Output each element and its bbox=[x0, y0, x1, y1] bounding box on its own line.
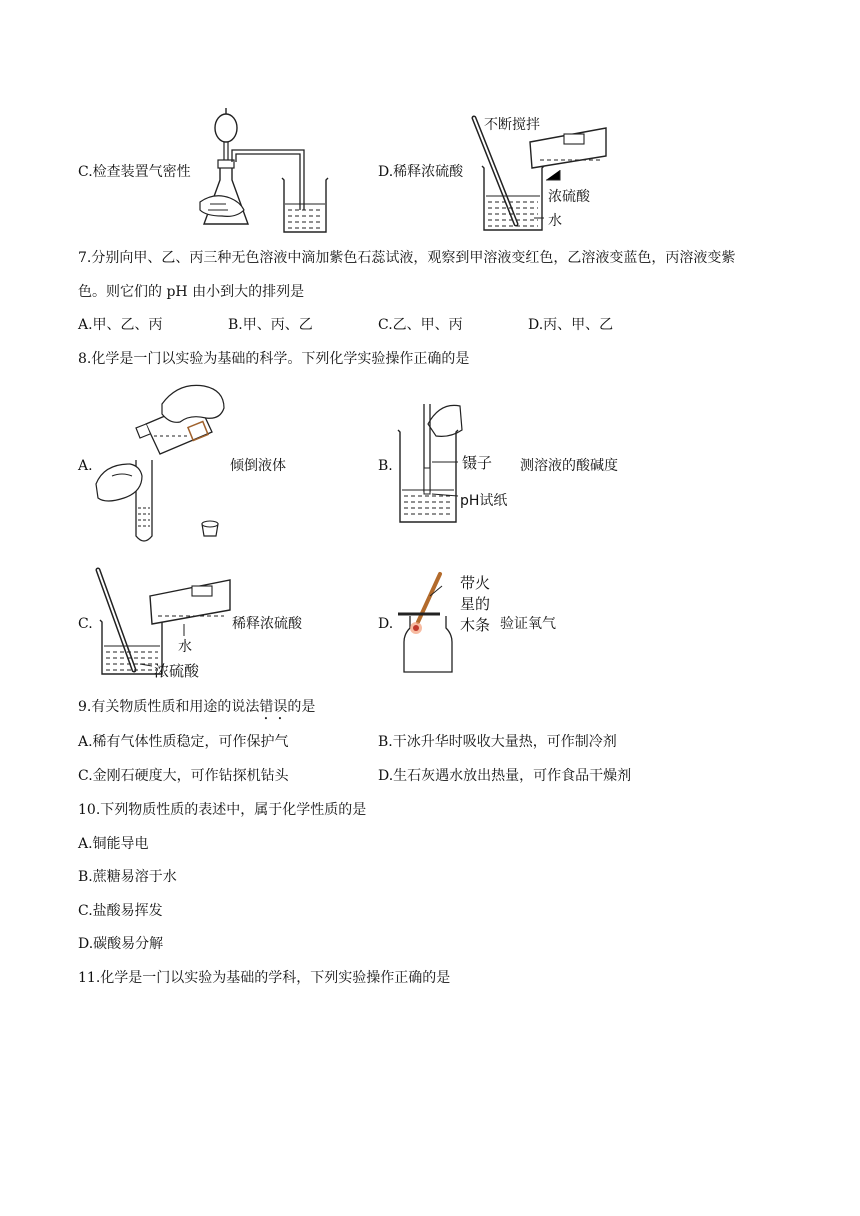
q10-stem: 10.下列物质性质的表述中，属于化学性质的是 bbox=[78, 802, 367, 818]
q10-option-a: A.铜能导电 bbox=[78, 836, 149, 852]
q8-option-d-caption: 验证氧气 bbox=[500, 616, 556, 632]
q8-option-b-letter: B. bbox=[378, 458, 393, 474]
q8-oxygen-test-figure bbox=[396, 566, 458, 676]
q7-option-c: C.乙、甲、丙 bbox=[378, 317, 463, 333]
q9-option-b: B.干冰升华时吸收大量热，可作制冷剂 bbox=[378, 734, 617, 750]
q8-label-ph-paper: pH试纸 bbox=[460, 493, 508, 509]
q7-stem-line2: 色。则它们的 pH 由小到大的排列是 bbox=[78, 284, 305, 300]
q7-option-d: D.丙、甲、乙 bbox=[528, 317, 614, 333]
q7-stem-line1: 7.分别向甲、乙、丙三种无色溶液中滴加紫色石蕊试液，观察到甲溶液变红色，乙溶液变蓝色，丙溶液变紫 bbox=[78, 250, 736, 266]
q8-option-a-caption: 倾倒液体 bbox=[230, 458, 286, 474]
q10-option-c: C.盐酸易挥发 bbox=[78, 903, 163, 919]
q8-stem: 8.化学是一门以实验为基础的科学。下列化学实验操作正确的是 bbox=[78, 351, 470, 367]
q11-stem: 11.化学是一门以实验为基础的学科，下列实验操作正确的是 bbox=[78, 970, 451, 986]
q6-label-acid: 浓硫酸 bbox=[548, 189, 590, 205]
q7-option-a: A.甲、乙、丙 bbox=[78, 317, 163, 333]
q9-stem-post: 的是 bbox=[287, 699, 316, 715]
q8-option-a-letter: A. bbox=[78, 458, 93, 474]
q6-option-c: C.检查装置气密性 bbox=[78, 164, 191, 180]
q8-pour-liquid-figure bbox=[94, 380, 230, 546]
q9-option-c: C.金刚石硬度大，可作钻探机钻头 bbox=[78, 768, 289, 784]
q9-stem-pre: 9.有关物质性质和用途的说法 bbox=[78, 699, 260, 715]
q8-label-l1: 带火 bbox=[460, 574, 491, 592]
q6-label-stir: 不断搅拌 bbox=[484, 117, 540, 133]
q8-option-c-caption: 稀释浓硫酸 bbox=[232, 616, 302, 632]
q7-option-b: B.甲、丙、乙 bbox=[228, 317, 313, 333]
q8-option-c-letter: C. bbox=[78, 616, 93, 632]
q8-option-d-letter: D. bbox=[378, 616, 394, 632]
q6-label-water: 水 bbox=[548, 213, 562, 229]
q9-stem-emphasis: 错误 bbox=[259, 699, 288, 715]
q10-option-d: D.碳酸易分解 bbox=[78, 936, 164, 952]
q9-option-a: A.稀有气体性质稳定，可作保护气 bbox=[78, 734, 289, 750]
q9-option-d: D.生石灰遇水放出热量，可作食品干燥剂 bbox=[378, 768, 632, 784]
q8-label-tweezers: 镊子 bbox=[462, 454, 493, 472]
q9-stem bbox=[78, 698, 315, 723]
q8-ph-test-figure bbox=[394, 400, 464, 526]
q8-label-l2: 星的 bbox=[460, 595, 491, 613]
q8-label-acid: 浓硫酸 bbox=[154, 662, 200, 680]
q8-option-b-caption: 测溶液的酸碱度 bbox=[520, 458, 618, 474]
q6-airtightness-figure bbox=[196, 106, 340, 236]
q8-label-l3: 木条 bbox=[460, 616, 491, 634]
q8-label-water: 水 bbox=[178, 639, 192, 655]
q6-option-d: D.稀释浓硫酸 bbox=[378, 164, 464, 180]
q10-option-b: B.蔗糖易溶于水 bbox=[78, 869, 177, 885]
